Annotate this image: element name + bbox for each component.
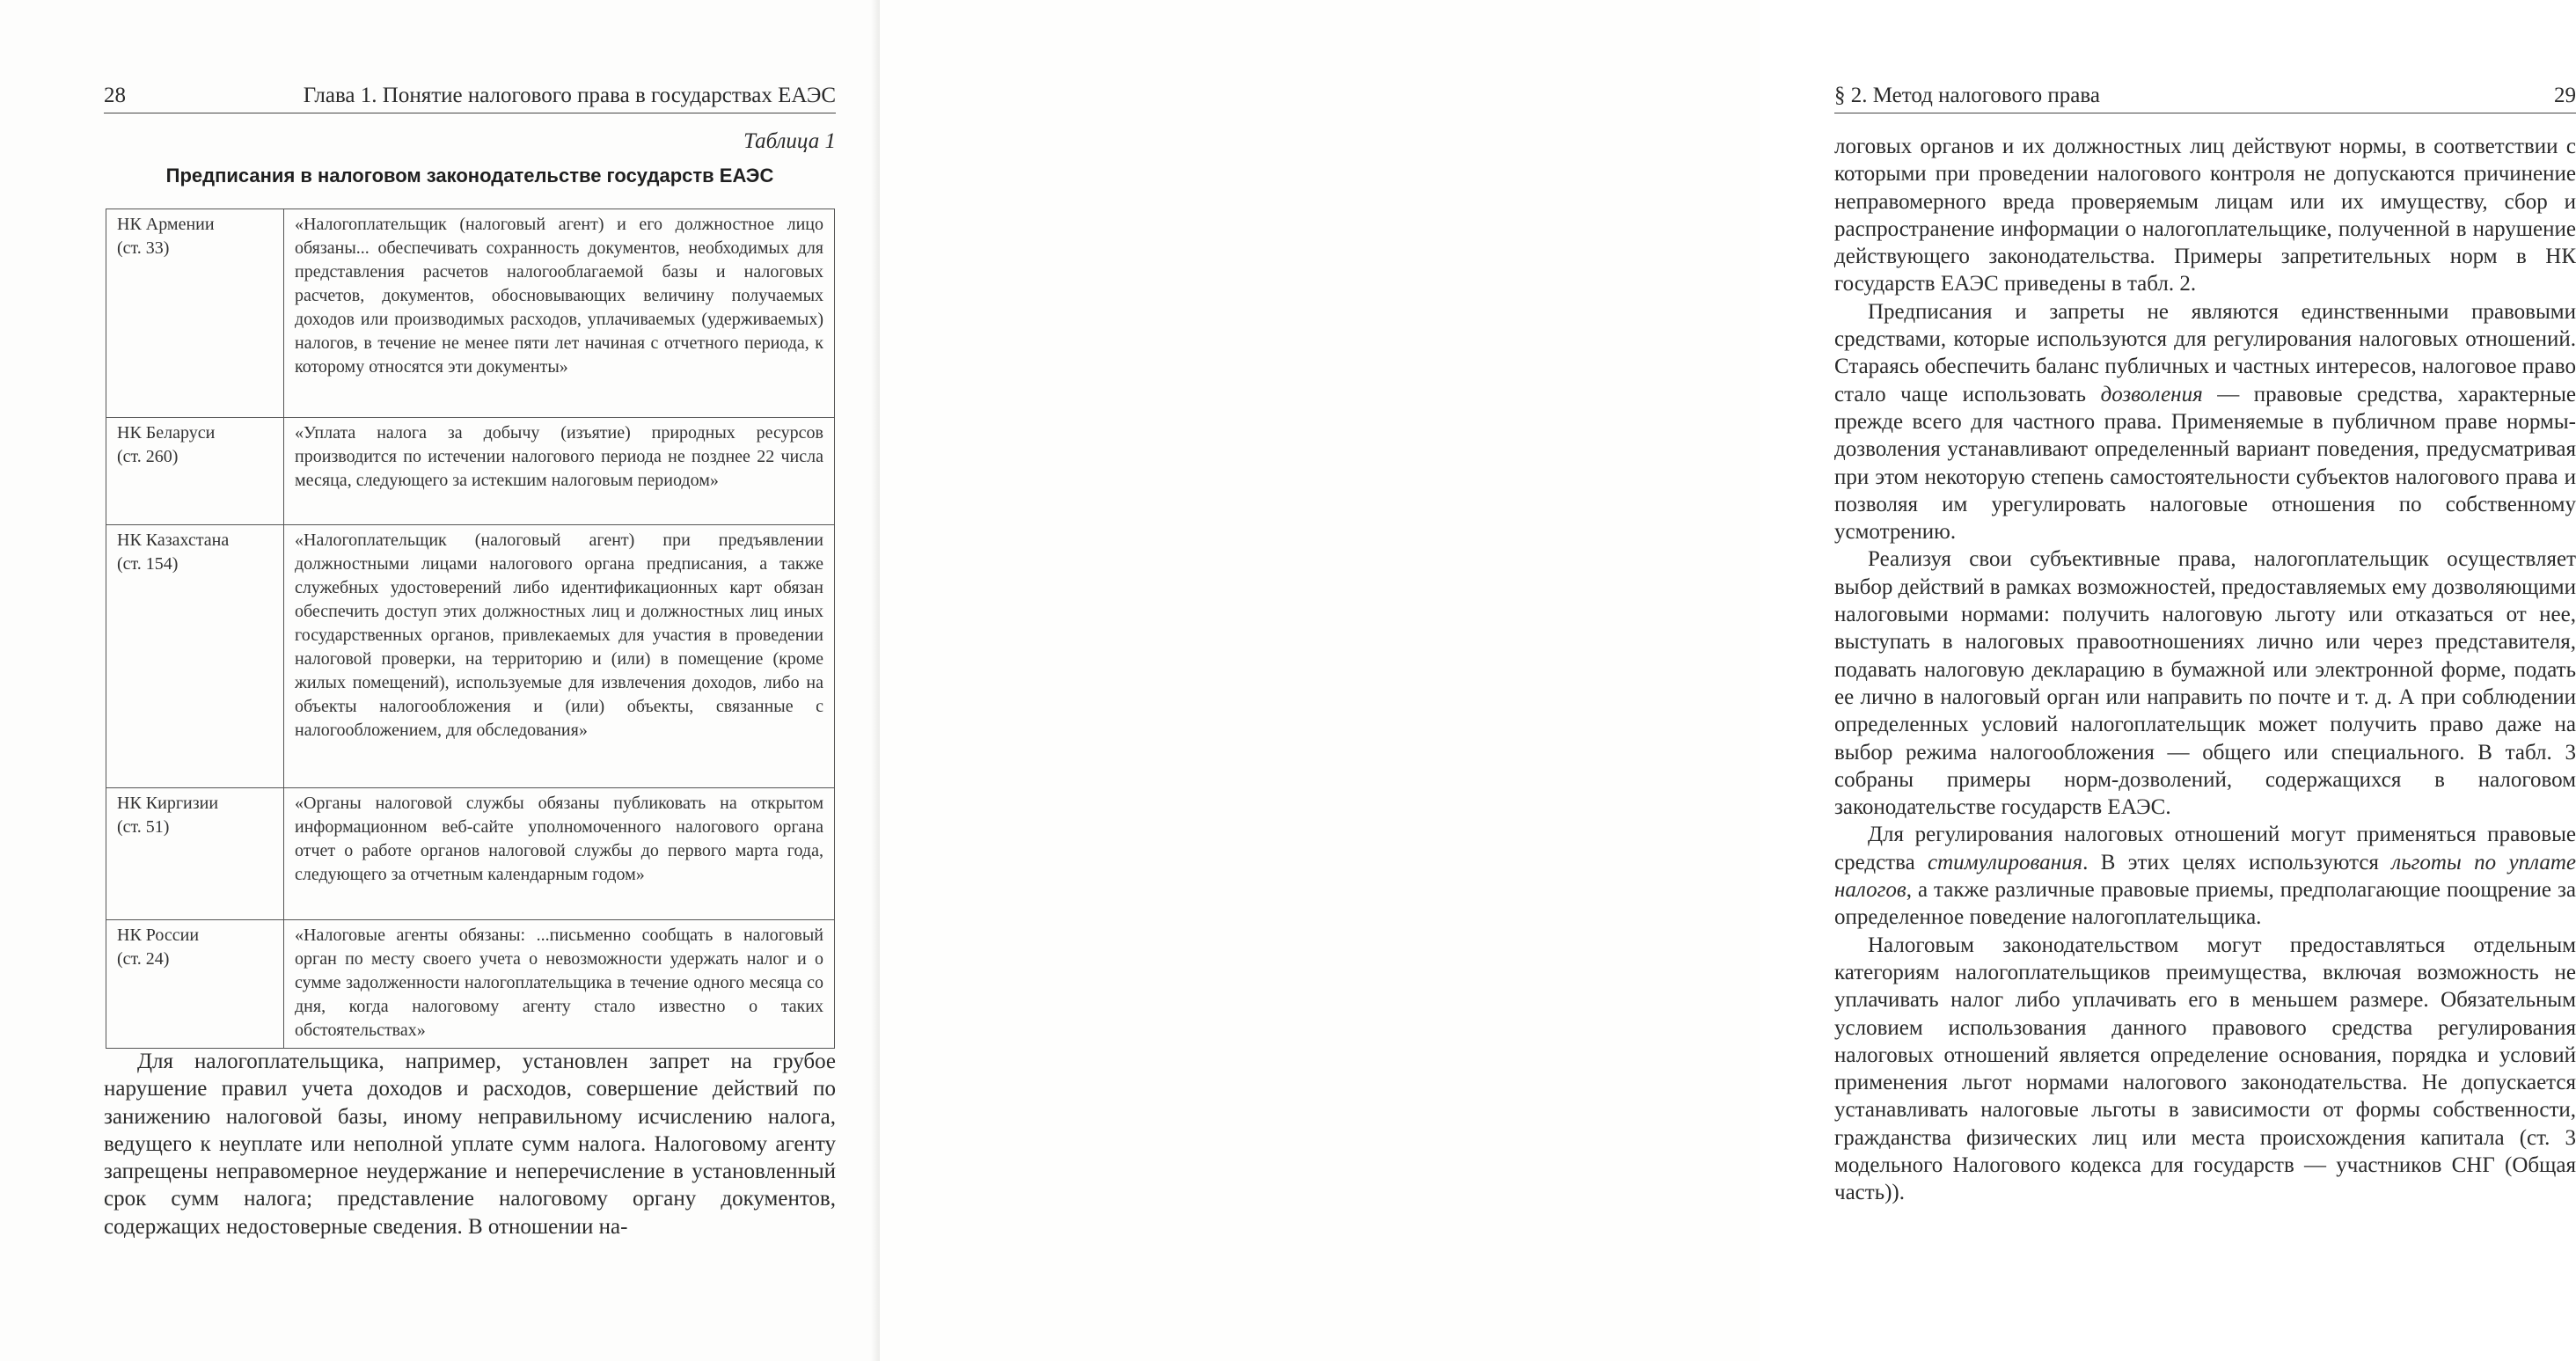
tax-code-quote: «Органы налоговой службы обязаны публиковать на открытом информационном веб-сайте уполномоченного налогового органа отчет о работе органов налоговой службы до первого марта года, следующего за отчетным календарным годом» [284, 788, 835, 920]
table-label: Таблица 1 [743, 129, 836, 153]
tax-code-article: (ст. 154) [117, 554, 179, 574]
table-row [106, 525, 835, 788]
body-paragraph: логовых органов и их должностных лиц действуют нормы, в соответствии с которыми при проведении налогового контроля не допускаются причинение неправомерного вреда проверяемым лицам или их имуществу, сбор и распространение информации о налогоплательщике, полученной в нарушение действующего законодательства. Примеры запретительных норм в НК государств ЕАЭС приведены в табл. 2. [1834, 135, 2576, 296]
text-run: Предписания и запреты не являются единственными правовыми средствами, которые используются для регулирования налоговых отношений. Стараясь обеспечить баланс публичных и частных интересов, налоговое право стало чаще использовать [1834, 299, 2576, 406]
emphasized-term: льготы по уплате налогов [1834, 850, 2576, 903]
table-row [106, 418, 835, 525]
table-row [106, 788, 835, 920]
table-title: Предписания в налоговом законодательстве государств ЕАЭС [165, 165, 774, 187]
tax-code-article: (ст. 33) [117, 238, 170, 258]
left-running-head: Глава 1. Понятие налогового права в государствах ЕАЭС [303, 84, 836, 107]
left-page-number: 28 [104, 84, 126, 107]
tax-code-name: НК России [117, 926, 200, 945]
tax-code-name: НК Киргизии [117, 794, 219, 813]
body-paragraph: Для налогоплательщика, например, установлен запрет на грубое нарушение правил учета доходов и расходов, совершение действий по занижению налоговой базы, иному неправильному исчислению налога, ведущего к неуплате или неполной уплате сумм налога. Налоговому агенту запрещены неправомерное неудержание и неперечисление в установленный срок сумм налога; представление налоговому органу документов, содержащих недостоверные сведения. В отношении на- [104, 1050, 836, 1239]
left-running-header [104, 83, 836, 113]
right-running-header [1834, 83, 2576, 113]
tax-code-name: НК Казахстана [117, 530, 230, 550]
tax-code-cell [106, 788, 284, 920]
body-paragraph [1834, 821, 2576, 931]
tax-code-quote: «Налогоплательщик (налоговый агент) при предъявлении должностными лицами налогового органа предписания, а также служебных удостоверений либо идентификационных карт обязан обеспечить доступ этих должностных лиц и должностных лиц иных государственных органов, привлекаемых для участия в проведении налоговой проверки, на территорию и (или) в помещение (кроме жилых помещений), используемые для извлечения доходов, либо на объекты налогообложения и (или) объекты, связанные с налогообложением, для обследования» [284, 525, 835, 788]
right-running-head: § 2. Метод налогового права [1834, 84, 2100, 107]
body-paragraph: Реализуя свои субъективные права, налогоплательщик осуществляет выбор действий в рамках возможностей, предоставляемых ему дозволяющими налоговыми нормами: получить налоговую льготу или отказаться от нее, выступать в налоговых правоотношениях лично или через представителя, подавать налоговую декларацию в бумажной или электронной форме, подать ее лично в налоговый орган или направить по почте и т. д. А при соблюдении определенных условий налогоплательщик может получить право даже на выбор режима налогообложения — общего или специального. В табл. 3 собраны примеры норм-дозволений, содержащихся в налоговом законодательстве государств ЕАЭС. [1834, 547, 2576, 820]
text-run: — правовые средства, характерные прежде всего для частного права. Применяемые в публичном праве нормы-дозволения устанавливают определенный вариант поведения, предусматривая при этом некоторую степень самостоятельности субъектов налогового права и позволяя им урегулировать налоговые отношения по собственному усмотрению. [1834, 382, 2576, 545]
tax-code-cell [106, 920, 284, 1049]
body-paragraph [1834, 298, 2576, 546]
tax-code-quote: «Налогоплательщик (налоговый агент) и его должностное лицо обязаны... обеспечивать сохранность документов, необходимых для представления расчетов налогооблагаемой базы и налоговых расчетов, документов, обосновывающих величину получаемых доходов или производимых расходов, уплачиваемых (удерживаемых) налогов, в течение не менее пяти лет начиная с отчетного периода, к которому относятся эти документы» [284, 209, 835, 418]
right-page [880, 0, 2576, 1361]
emphasized-term: дозволения [2100, 382, 2203, 406]
tax-code-article: (ст. 24) [117, 949, 170, 969]
left-page [0, 0, 880, 1361]
left-body-text [104, 1048, 836, 1240]
tax-code-article: (ст. 51) [117, 817, 170, 837]
table-row [106, 920, 835, 1049]
tax-code-name: НК Беларуси [117, 423, 216, 443]
emphasized-term: стимулирования [1928, 850, 2083, 874]
right-page-number: 29 [2554, 84, 2576, 107]
tax-code-cell [106, 525, 284, 788]
body-paragraph: Налоговым законодательством могут предоставляться отдельным категориям налогоплательщиков преимущества, включая возможность не уплачивать налог либо уплачивать его в меньшем размере. Обязательным условием использования данного правового средства регулирования налоговых отношений является определение основания, порядка и условий применения льгот нормами налогового законодательства. Не допускается устанавливать налоговые льготы в зависимости от формы собственности, гражданства физических лиц или места происхождения капитала (ст. 3 модельного Налогового кодекса для государств — участников СНГ (Общая часть)). [1834, 933, 2576, 1205]
tax-code-quote: «Уплата налога за добычу (изъятие) природных ресурсов производится по истечении налогового периода не позднее 22 числа месяца, следующего за истекшим налоговым периодом» [284, 418, 835, 525]
tax-code-cell [106, 418, 284, 525]
tax-code-quote: «Налоговые агенты обязаны: ...письменно сообщать в налоговый орган по месту своего учета о невозможности удержать налог и о сумме задолженности налогоплательщика в течение одного месяца со дня, когда налоговому агенту стало известно о таких обстоятельствах» [284, 920, 835, 1049]
tax-code-cell [106, 209, 284, 418]
table-row [106, 209, 835, 418]
text-run: , а также различные правовые приемы, предполагающие поощрение за определенное поведение налогоплательщика. [1834, 878, 2576, 930]
prescriptions-table [106, 209, 835, 1049]
tax-code-article: (ст. 260) [117, 447, 179, 466]
text-run: Для регулирования налоговых отношений могут применяться правовые средства [1834, 823, 2576, 874]
tax-code-name: НК Армении [117, 215, 215, 234]
text-run: . В этих целях используются [2082, 850, 2392, 874]
right-body-text [1834, 133, 2576, 1207]
